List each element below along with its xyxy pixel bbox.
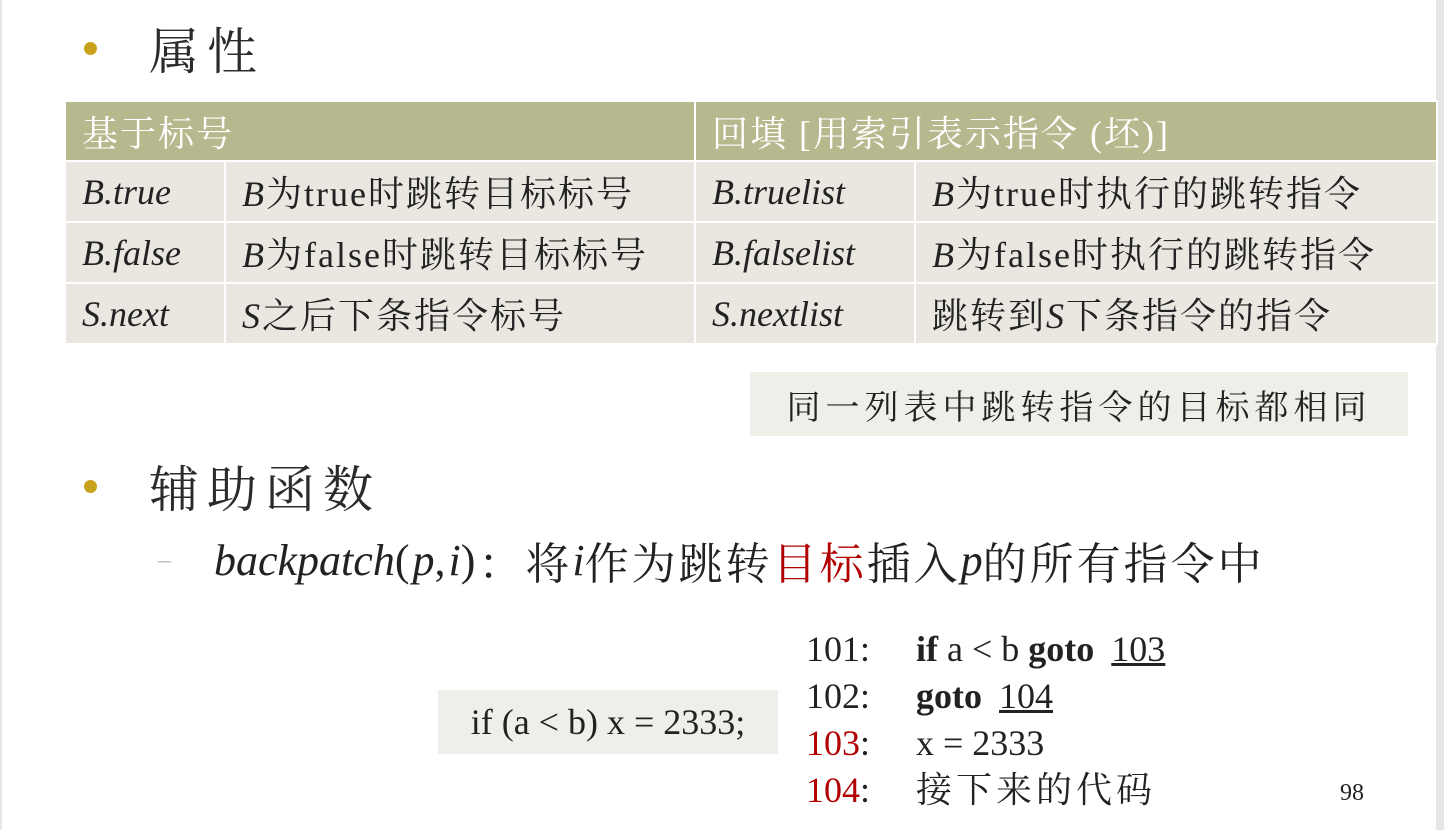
code-line: 102: goto 104 [806,673,1173,720]
helpers-title: 辅助函数 [149,462,381,518]
desc-cell: B为true时执行的跳转指令 [915,161,1437,222]
function-name: backpatch [214,535,395,585]
backpatched-code [806,626,1173,814]
attr-cell: S.nextlist [695,283,915,344]
line-number: 103 [806,723,860,763]
desc-cell: B为true时跳转目标标号 [225,161,695,222]
attr-cell: S.next [65,283,225,344]
page-number: 98 [1340,780,1364,806]
header-label-based: 基于标号 [65,101,695,161]
attr-cell: B.true [65,161,225,222]
table-row [65,161,1437,222]
bullet-icon [84,42,97,55]
arg-p: p [412,535,435,585]
properties-section [84,12,265,84]
table-row [65,222,1437,283]
attr-cell: B.falselist [695,222,915,283]
attr-cell: B.false [65,222,225,283]
desc-cell: B为false时跳转目标标号 [225,222,695,283]
highlight-target: 目标 [772,540,867,589]
filled-target: 104 [999,676,1053,716]
helpers-section [84,450,381,522]
filled-target: 103 [1111,629,1166,669]
code-line: 104: 接下来的代码 [806,770,1157,810]
same-target-note: 同一列表中跳转指令的目标都相同 [750,372,1408,436]
line-number: 101 [806,629,860,669]
source-code-example: if (a < b) x = 2333; [438,690,778,754]
desc-cell: 跳转到S下条指令的指令 [915,283,1437,344]
line-number: 102 [806,676,860,716]
table-header-row [65,101,1437,161]
properties-title: 属性 [149,24,265,80]
header-backpatch: 回填 [用索引表示指令 (坯)] [695,101,1437,161]
table-row [65,283,1437,344]
backpatch-description: – backpatch ( p , i ) ：将 i 作为跳转 目标 插入 p 的所有指令中 [158,528,1265,592]
arg-i: i [448,535,461,585]
sub-bullet-dash: – [158,545,174,574]
desc-cell: S之后下条指令标号 [225,283,695,344]
line-number: 104 [806,770,860,810]
desc-cell: B为false时执行的跳转指令 [915,222,1437,283]
attr-cell: B.truelist [695,161,915,222]
code-line: 101: if a < b goto 103 [806,626,1173,673]
attribute-table [64,100,1438,345]
slide-border-left [0,0,2,830]
bullet-icon [84,480,97,493]
code-line: 103: x = 2333 [806,723,1045,763]
